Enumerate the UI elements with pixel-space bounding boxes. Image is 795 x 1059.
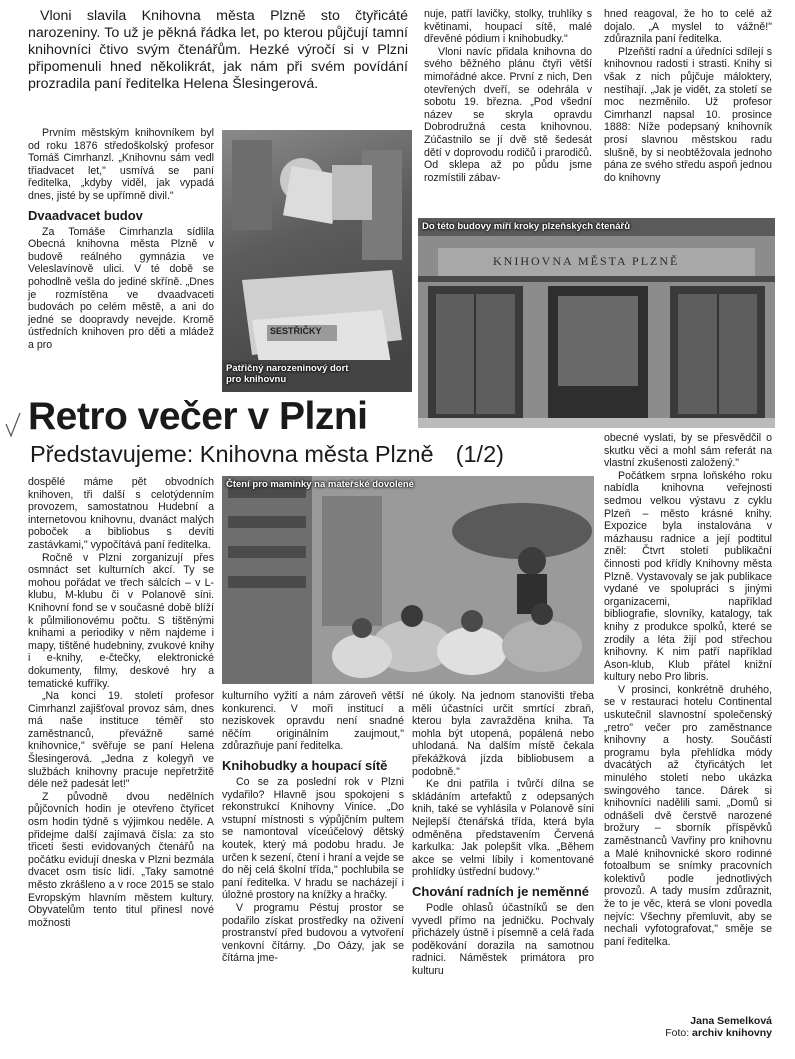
- photo-credit-source: archiv knihovny: [692, 1027, 772, 1039]
- byline: [604, 1015, 772, 1039]
- article-subtitle: [30, 440, 504, 468]
- paragraph: nuje, patří lavičky, stolky, truhlíky s květinami, houpací sítě, malé dřevěné pódium i knihobudky.": [424, 8, 592, 46]
- check-mark-icon: [4, 410, 22, 440]
- section-heading-chovani: Chování radních je neměnné: [412, 883, 589, 899]
- column-right-bottom: [604, 432, 772, 948]
- cake-illustration: [222, 130, 412, 392]
- photo-reading-for-mothers: [222, 476, 594, 684]
- subtitle-text: Představujeme: Knihovna města Plzně: [30, 441, 434, 467]
- paragraph: Ročně v Plzni zorganizují přes osmnáct set kulturních akcí. Ty se mohou pořádat ve třech sálcích – v L-klubu, M-klubu či v Polanově síni. Knihovní fond se v současné době blíží k půlmilionovému počtu. S tištěnými knihami a periodiky v něm najdeme i mapy, tištěné hudebniny, zvukové knihy i e-knihy, e-čtečky, elektronické dokumenty, filmy, deskové hry a tematické kufříky.: [28, 551, 214, 690]
- photo-credit: [604, 1027, 772, 1039]
- column-2-bottom: [222, 690, 404, 965]
- column-1-top: [28, 127, 214, 352]
- photo-caption-cake: Patřičný narozeninový dort pro knihovnu: [226, 363, 349, 385]
- building-illustration: [418, 218, 775, 428]
- paragraph: obecné vyslati, by se přesvědčil o skutku věci a mohl sám referát na vlastní zkušenosti založený.": [604, 432, 772, 470]
- section-heading-knihobudky: Knihobudky a houpací sítě: [222, 757, 388, 773]
- photo-credit-label: Foto:: [665, 1027, 690, 1039]
- photo-birthday-cake: [222, 130, 412, 392]
- paragraph: „Na konci 19. století profesor Cimrhanzl zajišťoval provoz sám, dnes má naše instituce téměř sto zaměstnanců, převážně samé knihovnice," svěřuje se paní Helena Šlesingerová. „Jedna z kolegyň ve službách knihovny pracuje nepřetržitě déle než padesát let!": [28, 690, 214, 791]
- article-title: Retro večer v Plzni: [28, 395, 368, 438]
- paragraph: Podle ohlasů účastníků se den vyvedl přímo na jedničku. Pochvaly přicházely ústně i písemně a celá řada poděkování dorazila na samotnou radnici. Náměstek primátora pro kulturu: [412, 901, 594, 977]
- photo-library-building: [418, 218, 775, 428]
- paragraph: Co se za poslední rok v Plzni vydařilo? Hlavně jsou spokojeni s rekonstrukcí Knihovny Vinice. „Do vstupní místnosti s výpůjčním pultem se namontoval víceúčelový dětský koutek, který má podobu hradu. Je určen k sezení, čtení i hraní a vejde se do něj celá školní třída," pochlubila se paní ředitelka. V hradu se nacházejí i úložné prostory na knížky a hračky.: [222, 775, 404, 902]
- paragraph: Vloni navíc přidala knihovna do svého běžného plánu čtyři větší mimořádné akce. První z nich, Den otevřených dveří, se odehrála v sobotu 19. března. „Pod všední název se skryla opravdu Dobrodružná cesta knihovnou. Zúčastnilo se jí dvě stě šedesát dětí v doprovodu rodičů i prarodičů. Od sklepa až po půdu jsme rozmístili zábav-: [424, 45, 592, 184]
- building-sign: KNIHOVNA MĚSTA PLZNĚ: [493, 254, 680, 268]
- lead-paragraph: [28, 8, 408, 93]
- lead-text: Vloni slavila Knihovna města Plzně sto čtyřicáté narozeniny. To už je pěkná řádka let, po kterou půjčují tamní knihovníci čtivo svým čtenářům. Hezké výročí si v Plzni připomenuli hned několikrát, jak nám při svém povídání prozradila paní ředitelka Helena Šlesingerová.: [28, 8, 408, 92]
- paragraph: V prosinci, konkrétně druhého, se v restauraci hotelu Continental uskutečnil slavnostní společenský „retro" večer pro zaměstnance knihovny a hosty. Součástí programu byla přehlídka módy dvacátých až čtyřicátých let minulého století nebo ukázka swingového tance. Dárek si knihovníci nadělili sami. „Domů si odnášeli dvě čerstvě narozené brožury – sborník příspěvků zaměstnanců Vavřiny pro knihovnu a Malé knihovnické skoro rodinné fotoalbum se snímky pracovních kolektivů podle jednotlivých provozů. A tady musím zdůraznit, že to je věc, která se vloni povedla nejvíc: Všechny přemluvit, aby se nechali vyfotografovat," směje se paní ředitelka.: [604, 683, 772, 948]
- paragraph: hned reagoval, že ho to celé až dojalo. „A myslel to vážně!" zdůraznila paní ředitelka.: [604, 8, 772, 46]
- reading-illustration: [222, 476, 594, 684]
- paragraph: Za Tomáše Cimrhanzla sídlila Obecná knihovna města Plzně v budově reálného gymnázia ve Veleslavínově ulici. V té době se pohodlně vešla do jediné skříně. „Dnes je rozmístěna ve dvaadvaceti budovách po celém městě, a ani do jedné se doopravdy nevejde. Kromě ústředních knihoven pro děti a mládež a pro: [28, 225, 214, 351]
- part-number: (1/2): [455, 441, 504, 467]
- column-1-bottom: [28, 476, 214, 929]
- author-name: Jana Semelková: [690, 1015, 772, 1027]
- paragraph: Prvním městským knihovníkem byl od roku 1876 středoškolský profesor Tomáš Cimrhanzl. „Knihovnu sám vedl třiadvacet let," usmívá se paní ředitelka, „kdyby viděl, jak vypadá dnes, jisté by se upřímně divil.": [28, 127, 214, 202]
- column-3-top: [424, 8, 592, 184]
- paragraph: né úkoly. Na jednom stanovišti třeba měli účastníci určit smrtící zbraň, kterou byla zavražděna kniha. Ta mohla být utopená, popálená nebo uhlodaná. Na dalším místě čekala překážková jízda bibliobusem a podobně.": [412, 690, 594, 778]
- paragraph: Z původně dvou nedělních půjčovních hodin je otevřeno čtyřicet osm hodin týdně s výjimkou neděle. A přidejme další zajímavá čísla: za sto třiceti šesti evidovaných čtenářů na počátku evidují dneska v Plzni bezmála dvacet osm tisíc lidí. „Taky samotné město zkrášleno a v roce 2015 se stalo Evropským hlavním městem kultury. Obyvatelům tento titul přinesl nové možnosti: [28, 790, 214, 929]
- paragraph: dospělé máme pět obvodních knihoven, tři další s celotýdenním provozem, samostatnou Hudební a internetovou knihovnu, dvanáct malých poboček a bibliobus s devíti zastávkami," vypočítává paní ředitelka.: [28, 476, 214, 551]
- section-heading-budovy: Dvaadvacet budov: [28, 207, 143, 223]
- photo-caption-building: Do této budovy míří kroky plzeňských čtenářů: [422, 221, 630, 232]
- photo-caption-reading: Čtení pro maminky na mateřské dovolené: [226, 479, 414, 490]
- paragraph: kulturního vyžití a nám zároveň větší konkurenci. V moři institucí a neziskovek opravdu není snadné něčím originálním zaujmout," zdůrazňuje paní ředitelka.: [222, 690, 404, 753]
- paragraph: Počátkem srpna loňského roku nabídla knihovna veřejnosti sedmou velkou výstavu z cyklu Plzeň – město krásné knihy. Expozice byla instalována v mázhausu radnice a její podtitul zněl: Čtvrt století publikační činnosti pod křídly Knihovny města Plzně. Vystavovaly se jak publikace vydané ve spolupráci s jinými organizacemi, například bibliografie, slovníky, katalogy, tak knihy z produkce spolků, které se zrodily a léta žijí pod střechou knihovny. K nim patří například Ason-klub, Klub přátel knižní kultury nebo Pro libris.: [604, 469, 772, 684]
- column-3-bottom: [412, 690, 594, 977]
- column-4-top: [604, 8, 772, 184]
- paragraph: Ke dni patřila i tvůrčí dílna se skládáním artefaktů z odepsaných knih, také se vyhlásila v Polanově síni Nejlepší čtenářská třída, která byla odměněna představením Červená karkulka: Jak polepšit vlka. „Během akce se velmi líbily i komentované prohlídky ústřední budovy.": [412, 778, 594, 879]
- cake-label: SESTŘIČKY: [270, 326, 322, 336]
- paragraph: Plzeňští radní a úředníci sdílejí s knihovnou radosti i strasti. Knihy si však z nich půjčuje máloktery, nestíhají. „Jak je vidět, za století se moc nezměnilo. Už profesor Cimrhanzl napsal 10. prosince 1888: Níže podepsaný knihovník prosí slavnou městskou radu slušně, by si neobtěžovala jednoho pána ze svého středu aspoň jednou do knihovny: [604, 45, 772, 184]
- paragraph: V programu Péstuj prostor se podařilo získat prostředky na oživení prostranství před budovou a vytvoření venkovní čítárny. „Do Oázy, jak se čítárna jme-: [222, 901, 404, 965]
